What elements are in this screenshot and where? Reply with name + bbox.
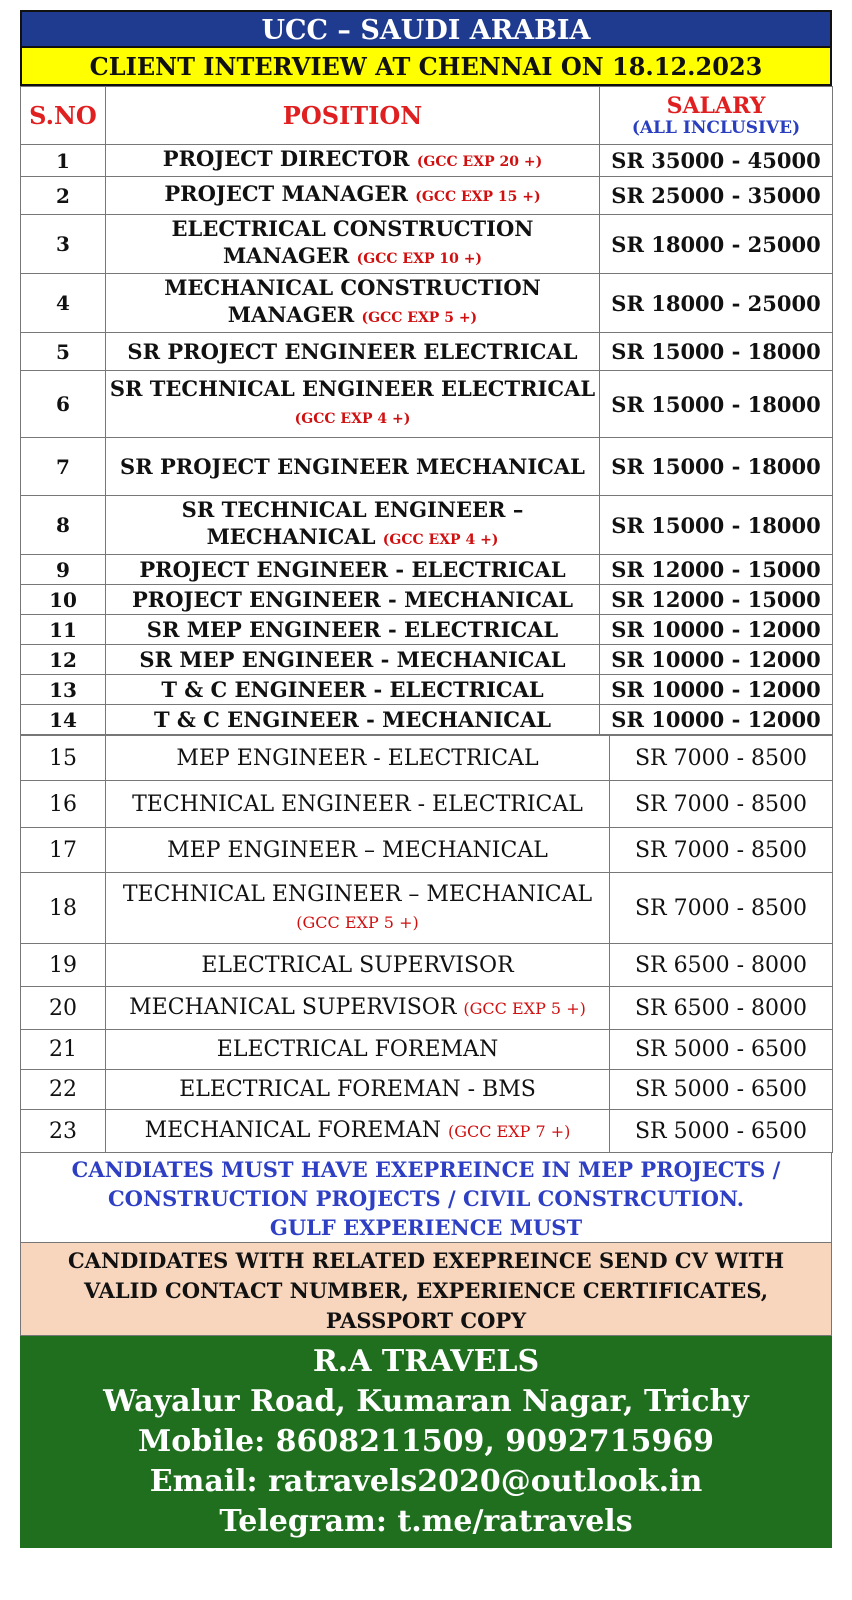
row-sno: 9 [21, 555, 106, 585]
row-sno: 7 [21, 438, 106, 496]
row-position: MECHANICAL CONSTRUCTION MANAGER [164, 275, 541, 327]
job-flyer [20, 10, 832, 1548]
table-row [21, 944, 833, 987]
row-sno: 20 [21, 987, 106, 1030]
positions-table-top [20, 86, 833, 735]
row-sno: 22 [21, 1070, 106, 1110]
row-position: SR TECHNICAL ENGINEER – MECHANICAL [181, 497, 524, 549]
row-position: T & C ENGINEER - MECHANICAL [153, 707, 552, 732]
row-position: SR MEP ENGINEER - ELECTRICAL [146, 617, 559, 642]
row-position: SR TECHNICAL ENGINEER ELECTRICAL [109, 376, 596, 401]
row-salary: SR 10000 - 12000 [600, 705, 833, 735]
row-salary: SR 10000 - 12000 [600, 645, 833, 675]
row-position: MECHANICAL FOREMAN [144, 1118, 441, 1143]
row-position-cell [106, 496, 600, 555]
row-sno: 17 [21, 828, 106, 873]
row-salary: SR 5000 - 6500 [610, 1070, 833, 1110]
row-position-cell [106, 873, 610, 944]
row-position-cell [106, 177, 600, 215]
row-sno: 4 [21, 274, 106, 333]
row-sno: 1 [21, 145, 106, 177]
row-position: ELECTRICAL FOREMAN [216, 1037, 499, 1062]
row-position-cell [106, 987, 610, 1030]
row-experience: (GCC EXP 7 +) [447, 1122, 571, 1141]
row-sno: 6 [21, 371, 106, 438]
requirement-line: CONSTRUCTION PROJECTS / CIVIL CONSTRCUTION. [107, 1186, 745, 1211]
row-position-cell [106, 1110, 610, 1153]
row-position-cell [106, 145, 600, 177]
row-experience: (GCC EXP 4 +) [382, 532, 499, 548]
row-position: MECHANICAL SUPERVISOR [129, 995, 457, 1020]
row-position-cell [106, 705, 600, 735]
row-sno: 3 [21, 215, 106, 274]
row-position: ELECTRICAL CONSTRUCTION MANAGER [171, 216, 534, 268]
table-row [21, 705, 833, 735]
table-row [21, 215, 833, 274]
row-sno: 2 [21, 177, 106, 215]
table-row [21, 781, 833, 828]
row-position-cell [106, 274, 600, 333]
row-position: PROJECT ENGINEER - MECHANICAL [132, 587, 573, 612]
table-row [21, 675, 833, 705]
row-sno: 13 [21, 675, 106, 705]
row-position-cell [106, 781, 610, 828]
table-row [21, 828, 833, 873]
table-row [21, 873, 833, 944]
row-experience: (GCC EXP 5 +) [463, 999, 586, 1018]
position-header: POSITION [106, 87, 600, 145]
row-salary: SR 5000 - 6500 [610, 1030, 833, 1070]
row-position-cell [106, 1070, 610, 1110]
table-row [21, 177, 833, 215]
table-row [21, 1030, 833, 1070]
row-position: ELECTRICAL SUPERVISOR [201, 952, 514, 978]
row-sno: 8 [21, 496, 106, 555]
row-salary: SR 7000 - 8500 [610, 828, 833, 873]
table-row [21, 333, 833, 371]
row-sno: 5 [21, 333, 106, 371]
row-salary: SR 10000 - 12000 [600, 675, 833, 705]
apply-line: PASSPORT COPY [325, 1308, 527, 1333]
table-row [21, 274, 833, 333]
row-salary: SR 7000 - 8500 [610, 781, 833, 828]
agency-address: Wayalur Road, Kumaran Nagar, Trichy [103, 1384, 749, 1419]
positions-table-bottom [20, 735, 833, 1153]
row-experience: (GCC EXP 5 +) [361, 310, 478, 326]
table-row [21, 1110, 833, 1153]
row-position-cell [106, 585, 600, 615]
row-position: PROJECT ENGINEER - ELECTRICAL [139, 557, 566, 582]
row-salary: SR 12000 - 15000 [600, 585, 833, 615]
requirement-note [20, 1153, 832, 1243]
row-experience: (GCC EXP 20 +) [416, 154, 543, 170]
table-row [21, 371, 833, 438]
row-salary: SR 25000 - 35000 [600, 177, 833, 215]
row-sno: 11 [21, 615, 106, 645]
table-row [21, 645, 833, 675]
table-row [21, 438, 833, 496]
row-salary: SR 15000 - 18000 [600, 496, 833, 555]
row-salary: SR 15000 - 18000 [600, 333, 833, 371]
row-position-cell [106, 371, 600, 438]
row-position: MEP ENGINEER - ELECTRICAL [176, 745, 539, 771]
row-salary: SR 15000 - 18000 [600, 371, 833, 438]
row-sno: 15 [21, 736, 106, 781]
contact-block [20, 1336, 832, 1548]
row-position: TECHNICAL ENGINEER - ELECTRICAL [132, 791, 583, 817]
apply-note [20, 1243, 832, 1336]
table-row [21, 555, 833, 585]
row-position: SR PROJECT ENGINEER MECHANICAL [120, 454, 585, 479]
row-sno: 18 [21, 873, 106, 944]
row-position: PROJECT DIRECTOR [162, 146, 410, 171]
row-position-cell [106, 1030, 610, 1070]
row-position-cell [106, 333, 600, 371]
apply-line: VALID CONTACT NUMBER, EXPERIENCE CERTIFICATES, [83, 1278, 769, 1303]
row-experience: (GCC EXP 5 +) [296, 912, 419, 932]
table-row [21, 145, 833, 177]
row-position-cell [106, 944, 610, 987]
row-salary: SR 18000 - 25000 [600, 215, 833, 274]
table-row [21, 1070, 833, 1110]
salary-header [600, 87, 833, 145]
row-position: SR PROJECT ENGINEER ELECTRICAL [127, 339, 578, 364]
row-salary: SR 7000 - 8500 [610, 736, 833, 781]
row-position: TECHNICAL ENGINEER – MECHANICAL [122, 881, 593, 907]
row-experience: (GCC EXP 15 +) [415, 189, 541, 205]
sno-header: S.NO [21, 87, 106, 145]
requirement-line: GULF EXPERIENCE MUST [269, 1215, 583, 1240]
row-position: MEP ENGINEER – MECHANICAL [167, 837, 548, 863]
interview-subtitle: CLIENT INTERVIEW AT CHENNAI ON 18.12.2023 [20, 48, 832, 86]
row-position: PROJECT MANAGER [164, 181, 408, 206]
row-position-cell [106, 555, 600, 585]
row-position: SR MEP ENGINEER - MECHANICAL [139, 647, 566, 672]
agency-mobile: Mobile: 8608211509, 9092715969 [138, 1424, 714, 1459]
row-sno: 12 [21, 645, 106, 675]
row-position-cell [106, 645, 600, 675]
row-position-cell [106, 828, 610, 873]
row-position-cell [106, 675, 600, 705]
row-salary: SR 10000 - 12000 [600, 615, 833, 645]
apply-line: CANDIDATES WITH RELATED EXEPREINCE SEND CV WITH [67, 1248, 785, 1273]
table-header-row [21, 87, 833, 145]
row-position-cell [106, 736, 610, 781]
row-sno: 16 [21, 781, 106, 828]
page-title: UCC – SAUDI ARABIA [20, 10, 832, 48]
agency-telegram: Telegram: t.me/ratravels [219, 1504, 633, 1539]
row-salary: SR 18000 - 25000 [600, 274, 833, 333]
salary-header-note: (ALL INCLUSIVE) [631, 117, 801, 138]
row-salary: SR 12000 - 15000 [600, 555, 833, 585]
row-salary: SR 35000 - 45000 [600, 145, 833, 177]
row-sno: 19 [21, 944, 106, 987]
row-position: ELECTRICAL FOREMAN - BMS [179, 1077, 536, 1102]
row-sno: 14 [21, 705, 106, 735]
row-sno: 10 [21, 585, 106, 615]
row-salary: SR 15000 - 18000 [600, 438, 833, 496]
agency-name: R.A TRAVELS [312, 1344, 540, 1379]
row-sno: 23 [21, 1110, 106, 1153]
row-salary: SR 5000 - 6500 [610, 1110, 833, 1153]
row-position-cell [106, 438, 600, 496]
table-row [21, 987, 833, 1030]
table-row [21, 615, 833, 645]
row-position-cell [106, 615, 600, 645]
table-row [21, 736, 833, 781]
table-row [21, 585, 833, 615]
row-position: T & C ENGINEER - ELECTRICAL [161, 677, 544, 702]
salary-header-label: SALARY [666, 92, 766, 119]
row-experience: (GCC EXP 4 +) [294, 411, 411, 427]
requirement-line: CANDIATES MUST HAVE EXEPREINCE IN MEP PROJECTS / [71, 1157, 781, 1182]
row-salary: SR 6500 - 8000 [610, 987, 833, 1030]
table-row [21, 496, 833, 555]
row-salary: SR 6500 - 8000 [610, 944, 833, 987]
row-experience: (GCC EXP 10 +) [356, 251, 483, 267]
row-position-cell [106, 215, 600, 274]
row-salary: SR 7000 - 8500 [610, 873, 833, 944]
row-sno: 21 [21, 1030, 106, 1070]
agency-email: Email: ratravels2020@outlook.in [149, 1464, 703, 1499]
